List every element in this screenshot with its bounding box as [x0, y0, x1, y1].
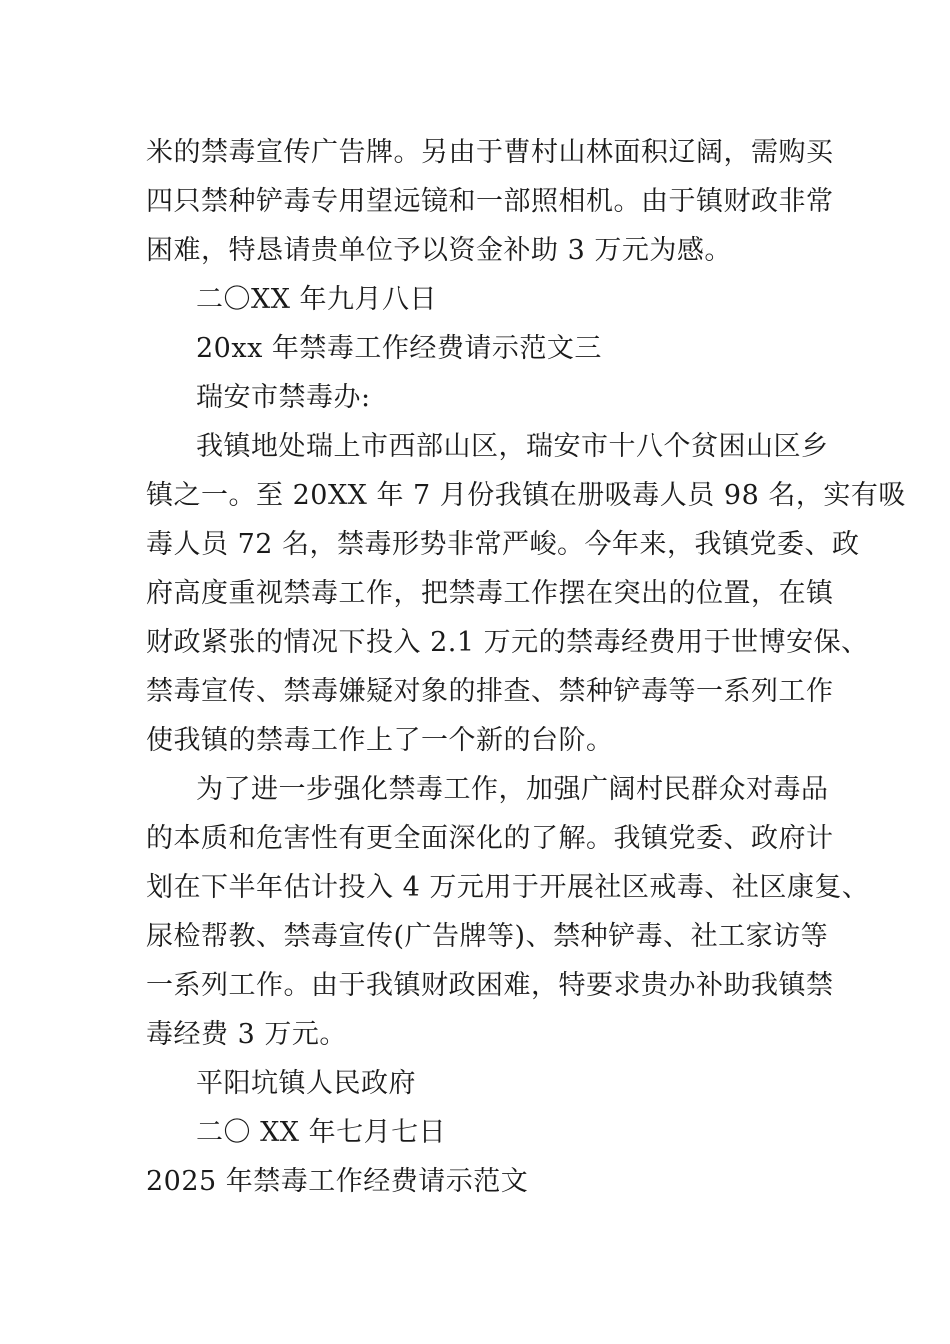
paragraph-line: 财政紧张的情况下投入 2.1 万元的禁毒经费用于世博安保、	[146, 627, 869, 658]
paragraph-line: 毒人员 72 名，禁毒形势非常严峻。今年来，我镇党委、政	[146, 529, 860, 560]
paragraph-line: 划在下半年估计投入 4 万元用于开展社区戒毒、社区康复、	[146, 872, 870, 903]
paragraph-line: 困难，特恳请贵单位予以资金补助 3 万元为感。	[146, 235, 732, 266]
footer-title: 2025 年禁毒工作经费请示范文	[146, 1166, 529, 1197]
date-line: 二〇XX 年九月八日	[196, 284, 438, 315]
paragraph-line: 为了进一步强化禁毒工作，加强广阔村民群众对毒品	[196, 774, 829, 805]
paragraph-line: 尿检帮教、禁毒宣传(广告牌等)、禁种铲毒、社工家访等	[146, 921, 829, 952]
paragraph-line: 四只禁种铲毒专用望远镜和一部照相机。由于镇财政非常	[146, 186, 834, 217]
section-heading: 20xx 年禁毒工作经费请示范文三	[196, 333, 602, 364]
signature-org: 平阳坑镇人民政府	[196, 1068, 416, 1099]
paragraph-line: 禁毒宣传、禁毒嫌疑对象的排查、禁种铲毒等一系列工作	[146, 676, 834, 707]
paragraph-line: 米的禁毒宣传广告牌。另由于曹村山林面积辽阔，需购买	[146, 137, 834, 168]
paragraph-line: 使我镇的禁毒工作上了一个新的台阶。	[146, 725, 614, 756]
paragraph-line: 毒经费 3 万元。	[146, 1019, 347, 1050]
paragraph-line: 我镇地处瑞上市西部山区，瑞安市十八个贫困山区乡	[196, 431, 829, 462]
paragraph-line: 府高度重视禁毒工作，把禁毒工作摆在突出的位置，在镇	[146, 578, 834, 609]
salutation: 瑞安市禁毒办:	[196, 382, 371, 413]
paragraph-line: 镇之一。至 20XX 年 7 月份我镇在册吸毒人员 98 名，实有吸	[146, 480, 906, 511]
paragraph-line: 一系列工作。由于我镇财政困难，特要求贵办补助我镇禁	[146, 970, 834, 1001]
signature-date: 二〇 XX 年七月七日	[196, 1117, 447, 1148]
paragraph-line: 的本质和危害性有更全面深化的了解。我镇党委、政府计	[146, 823, 834, 854]
